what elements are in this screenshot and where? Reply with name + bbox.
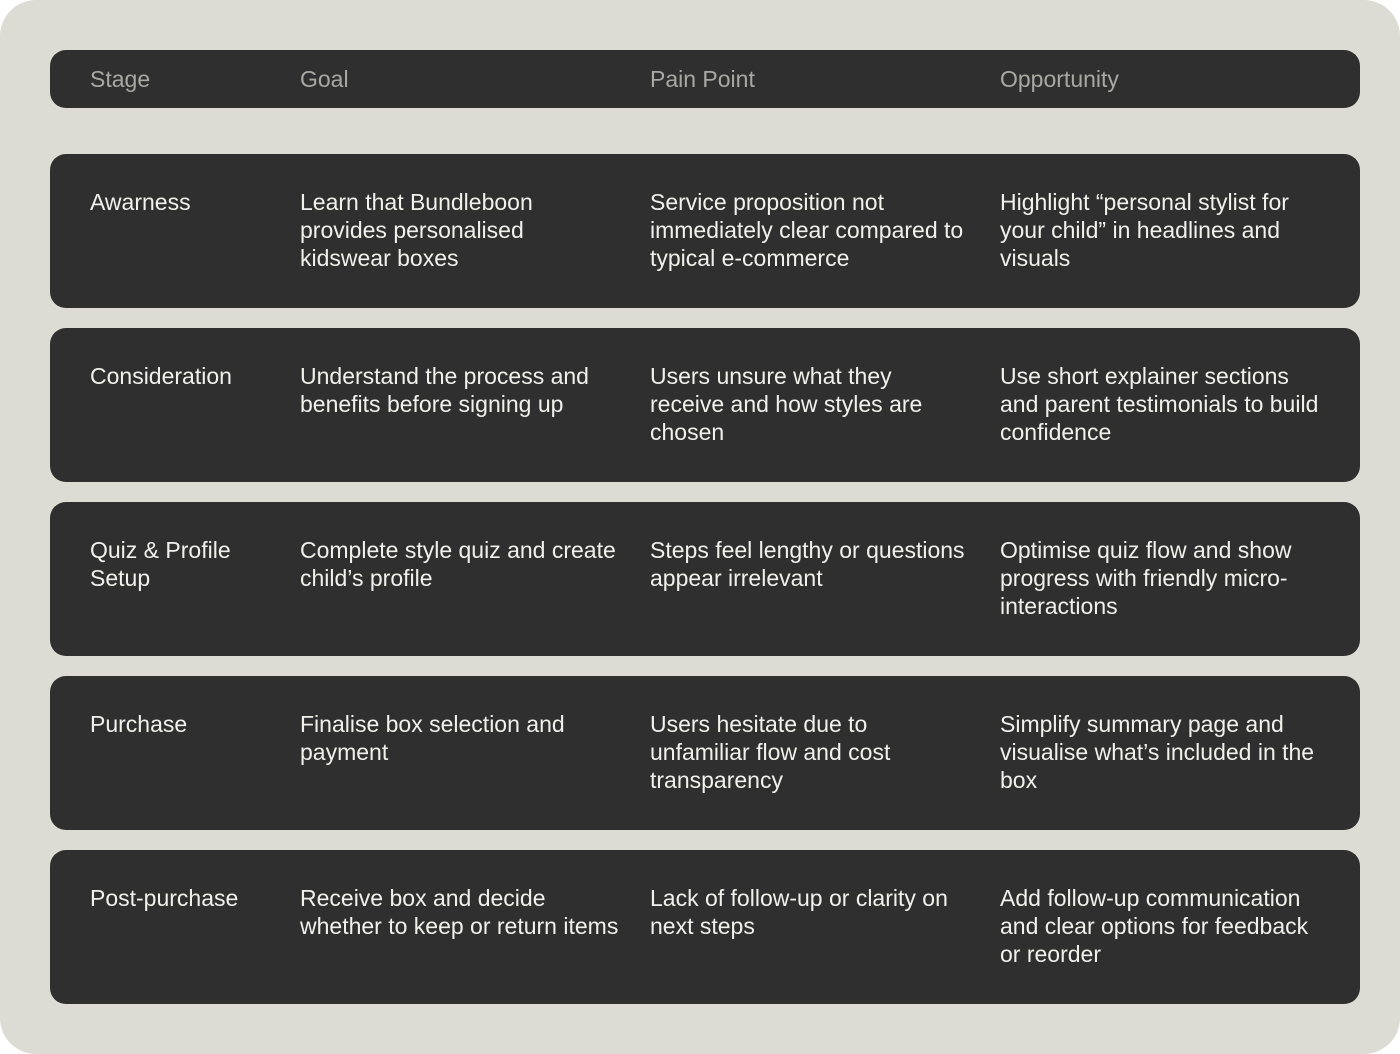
table-row	[50, 328, 1360, 482]
table-row	[50, 850, 1360, 1004]
goal-cell: Receive box and decide whether to keep or return items	[300, 885, 619, 939]
stage-cell: Consideration	[90, 363, 232, 389]
stage-cell: Post-purchase	[90, 885, 239, 911]
goal-cell: Complete style quiz and create child’s profile	[300, 537, 616, 591]
pain-point-cell: Users hesitate due to unfamiliar flow and cost transparency	[650, 711, 891, 793]
opportunity-cell: Highlight “personal stylist for your child” in headlines and visuals	[1000, 189, 1289, 271]
pain-point-cell: Users unsure what they receive and how styles are chosen	[650, 363, 923, 445]
goal-cell: Learn that Bundleboon provides personalised kidswear boxes	[300, 189, 533, 271]
header-opportunity: Opportunity	[1000, 66, 1119, 92]
stage-cell: Awarness	[90, 189, 191, 215]
opportunity-cell: Use short explainer sections and parent testimonials to build confidence	[1000, 363, 1319, 445]
table-row	[50, 502, 1360, 656]
goal-cell: Finalise box selection and payment	[300, 711, 565, 765]
opportunity-cell: Optimise quiz flow and show progress with friendly micro-interactions	[1000, 537, 1292, 619]
pain-point-cell: Lack of follow-up or clarity on next steps	[650, 885, 948, 939]
table-row	[50, 154, 1360, 308]
table-header	[50, 50, 1360, 108]
stage-cell: Quiz & Profile Setup	[90, 537, 231, 591]
table-body	[50, 154, 1360, 1004]
pain-point-cell: Steps feel lengthy or questions appear irrelevant	[650, 537, 965, 591]
table-row	[50, 676, 1360, 830]
pain-point-cell: Service proposition not immediately clear compared to typical e-commerce	[650, 189, 964, 271]
goal-cell: Understand the process and benefits before signing up	[300, 363, 589, 417]
stage-cell: Purchase	[90, 711, 188, 737]
opportunity-cell: Add follow-up communication and clear options for feedback or reorder	[1000, 885, 1309, 967]
opportunity-cell: Simplify summary page and visualise what’s included in the box	[1000, 711, 1315, 793]
header-goal: Goal	[300, 66, 349, 92]
header-stage: Stage	[90, 66, 151, 92]
header-pain-point: Pain Point	[650, 66, 755, 92]
